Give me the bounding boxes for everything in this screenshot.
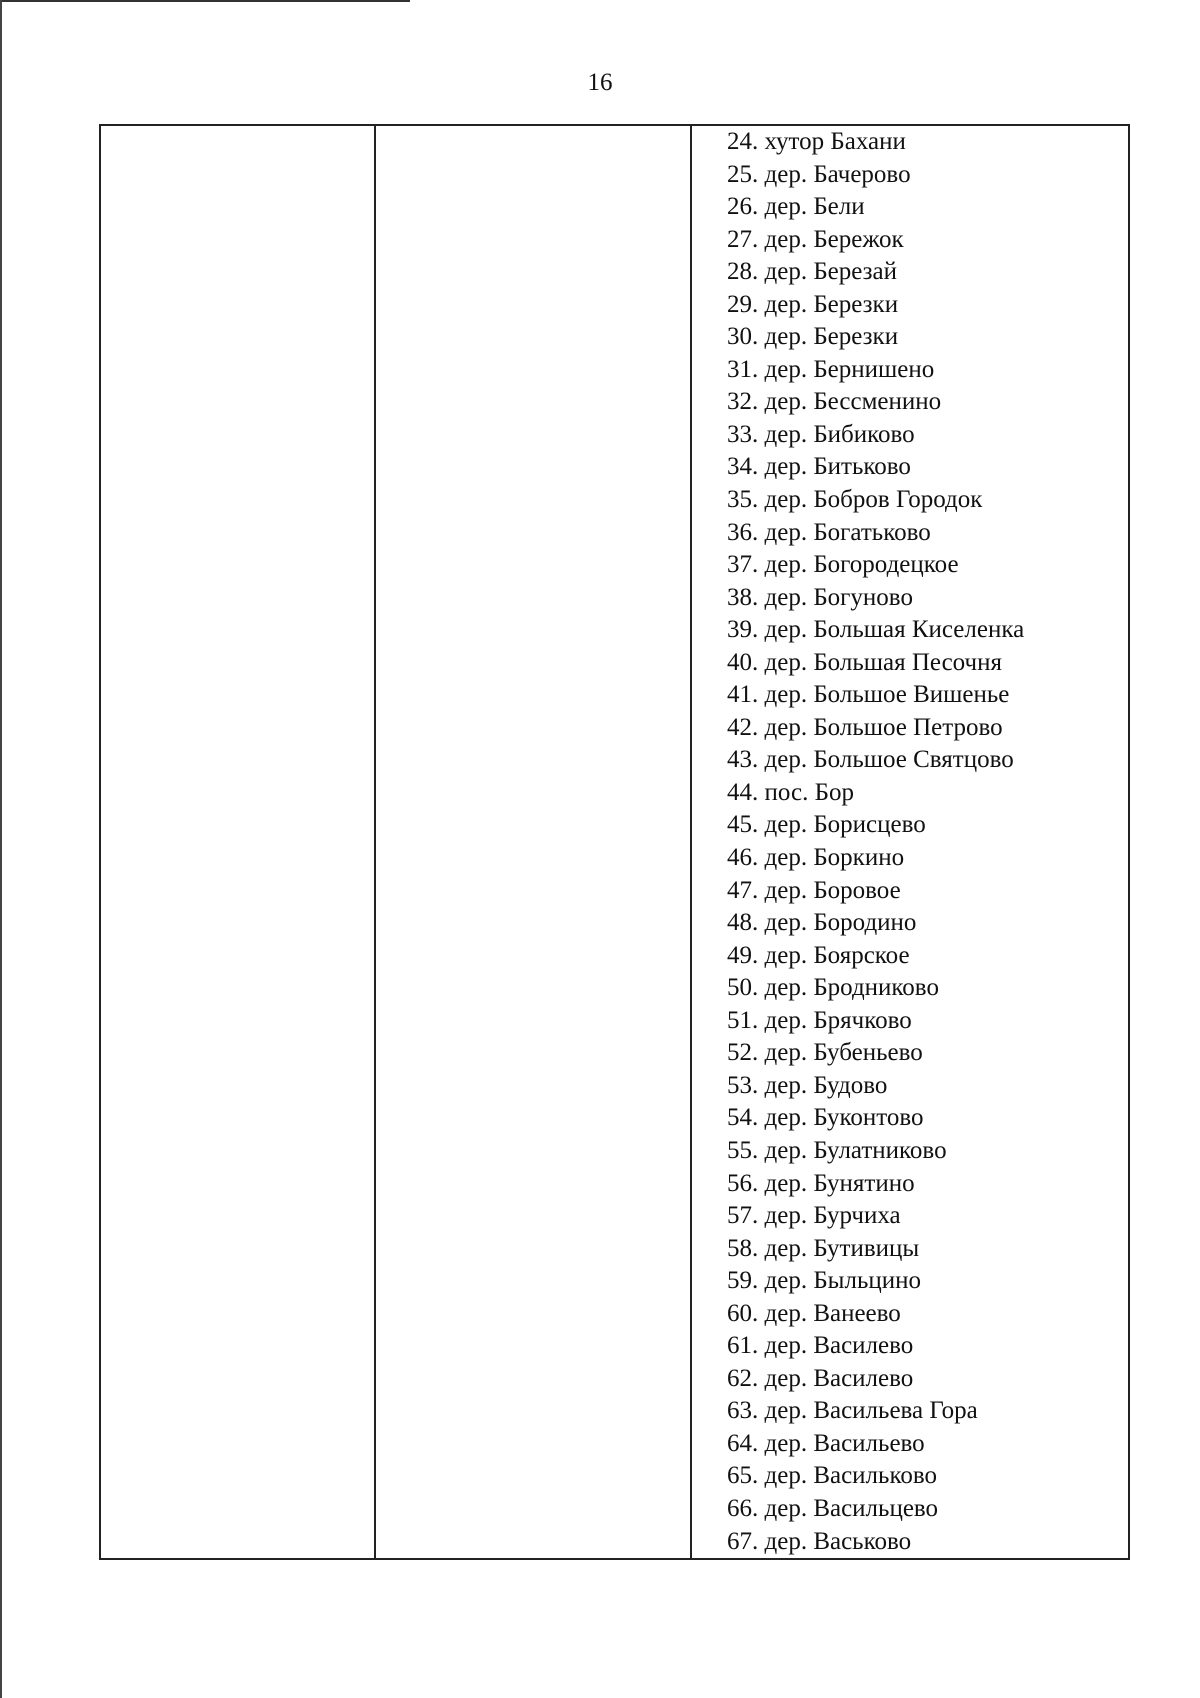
settlement-list-item: 64. дер. Васильево [727, 1429, 925, 1457]
settlement-list-item: 31. дер. Бернишено [727, 355, 935, 383]
settlement-list-item: 45. дер. Борисцево [727, 811, 926, 839]
settlement-list-item: 54. дер. Буконтово [727, 1104, 924, 1132]
settlement-list-item: 67. дер. Васьково [727, 1527, 912, 1555]
settlement-list-item: 29. дер. Березки [727, 290, 899, 318]
settlements-table [99, 124, 1130, 1560]
settlement-list-item: 37. дер. Богородецкое [727, 551, 959, 579]
settlement-list-item: 44. пос. Бор [727, 778, 854, 806]
settlement-list-item: 63. дер. Васильева Гора [727, 1397, 978, 1425]
settlement-list-item: 49. дер. Боярское [727, 941, 910, 969]
settlement-list-item: 34. дер. Битьково [727, 453, 911, 481]
settlement-list-item: 56. дер. Бунятино [727, 1169, 915, 1197]
settlement-list-item: 24. хутор Бахани [727, 128, 906, 155]
settlement-list-item: 36. дер. Богатьково [727, 518, 931, 546]
settlement-list-item: 41. дер. Большое Вишенье [727, 681, 1010, 709]
settlement-list-item: 61. дер. Василево [727, 1332, 914, 1360]
settlement-list-item: 59. дер. Быльцино [727, 1267, 921, 1295]
settlement-list-item: 48. дер. Бородино [727, 909, 917, 937]
settlement-list-item: 30. дер. Березки [727, 323, 899, 351]
settlement-list-item: 66. дер. Васильцево [727, 1494, 939, 1522]
settlement-list-item: 25. дер. Бачерово [727, 160, 911, 188]
settlement-list-item: 58. дер. Бутивицы [727, 1234, 920, 1262]
settlement-list-item: 33. дер. Бибиково [727, 420, 915, 448]
settlement-list-item: 32. дер. Бессменино [727, 388, 942, 416]
settlement-list-item: 40. дер. Большая Песочня [727, 648, 1002, 676]
settlement-list-item: 53. дер. Будово [727, 1071, 888, 1099]
settlement-list-item: 62. дер. Василево [727, 1364, 914, 1392]
settlement-list [727, 126, 1127, 1558]
table-column-divider [374, 126, 376, 1558]
settlement-list-item: 57. дер. Бурчиха [727, 1202, 901, 1230]
settlement-list-item: 28. дер. Березай [727, 258, 898, 286]
settlement-list-item: 51. дер. Брячково [727, 1006, 912, 1034]
settlement-list-item: 35. дер. Бобров Городок [727, 486, 983, 514]
settlement-list-item: 60. дер. Ванеево [727, 1299, 901, 1327]
page-number: 16 [587, 69, 613, 96]
settlement-list-item: 65. дер. Васильково [727, 1462, 937, 1490]
settlement-list-item: 27. дер. Бережок [727, 225, 904, 253]
settlement-list-item: 50. дер. Бродниково [727, 974, 939, 1002]
settlement-list-item: 26. дер. Бели [727, 193, 865, 221]
table-column-divider [690, 126, 692, 1558]
settlement-list-item: 43. дер. Большое Святцово [727, 746, 1014, 774]
settlement-list-item: 42. дер. Большое Петрово [727, 713, 1003, 741]
scan-left-edge [0, 0, 2, 1698]
settlement-list-item: 38. дер. Богуново [727, 583, 913, 611]
settlement-list-item: 55. дер. Булатниково [727, 1136, 947, 1164]
settlement-list-item: 46. дер. Боркино [727, 844, 905, 872]
settlement-list-item: 47. дер. Боровое [727, 876, 901, 904]
settlement-list-item: 52. дер. Бубеньево [727, 1039, 923, 1067]
settlement-list-item: 39. дер. Большая Киселенка [727, 616, 1025, 644]
scan-top-rule [0, 0, 410, 2]
